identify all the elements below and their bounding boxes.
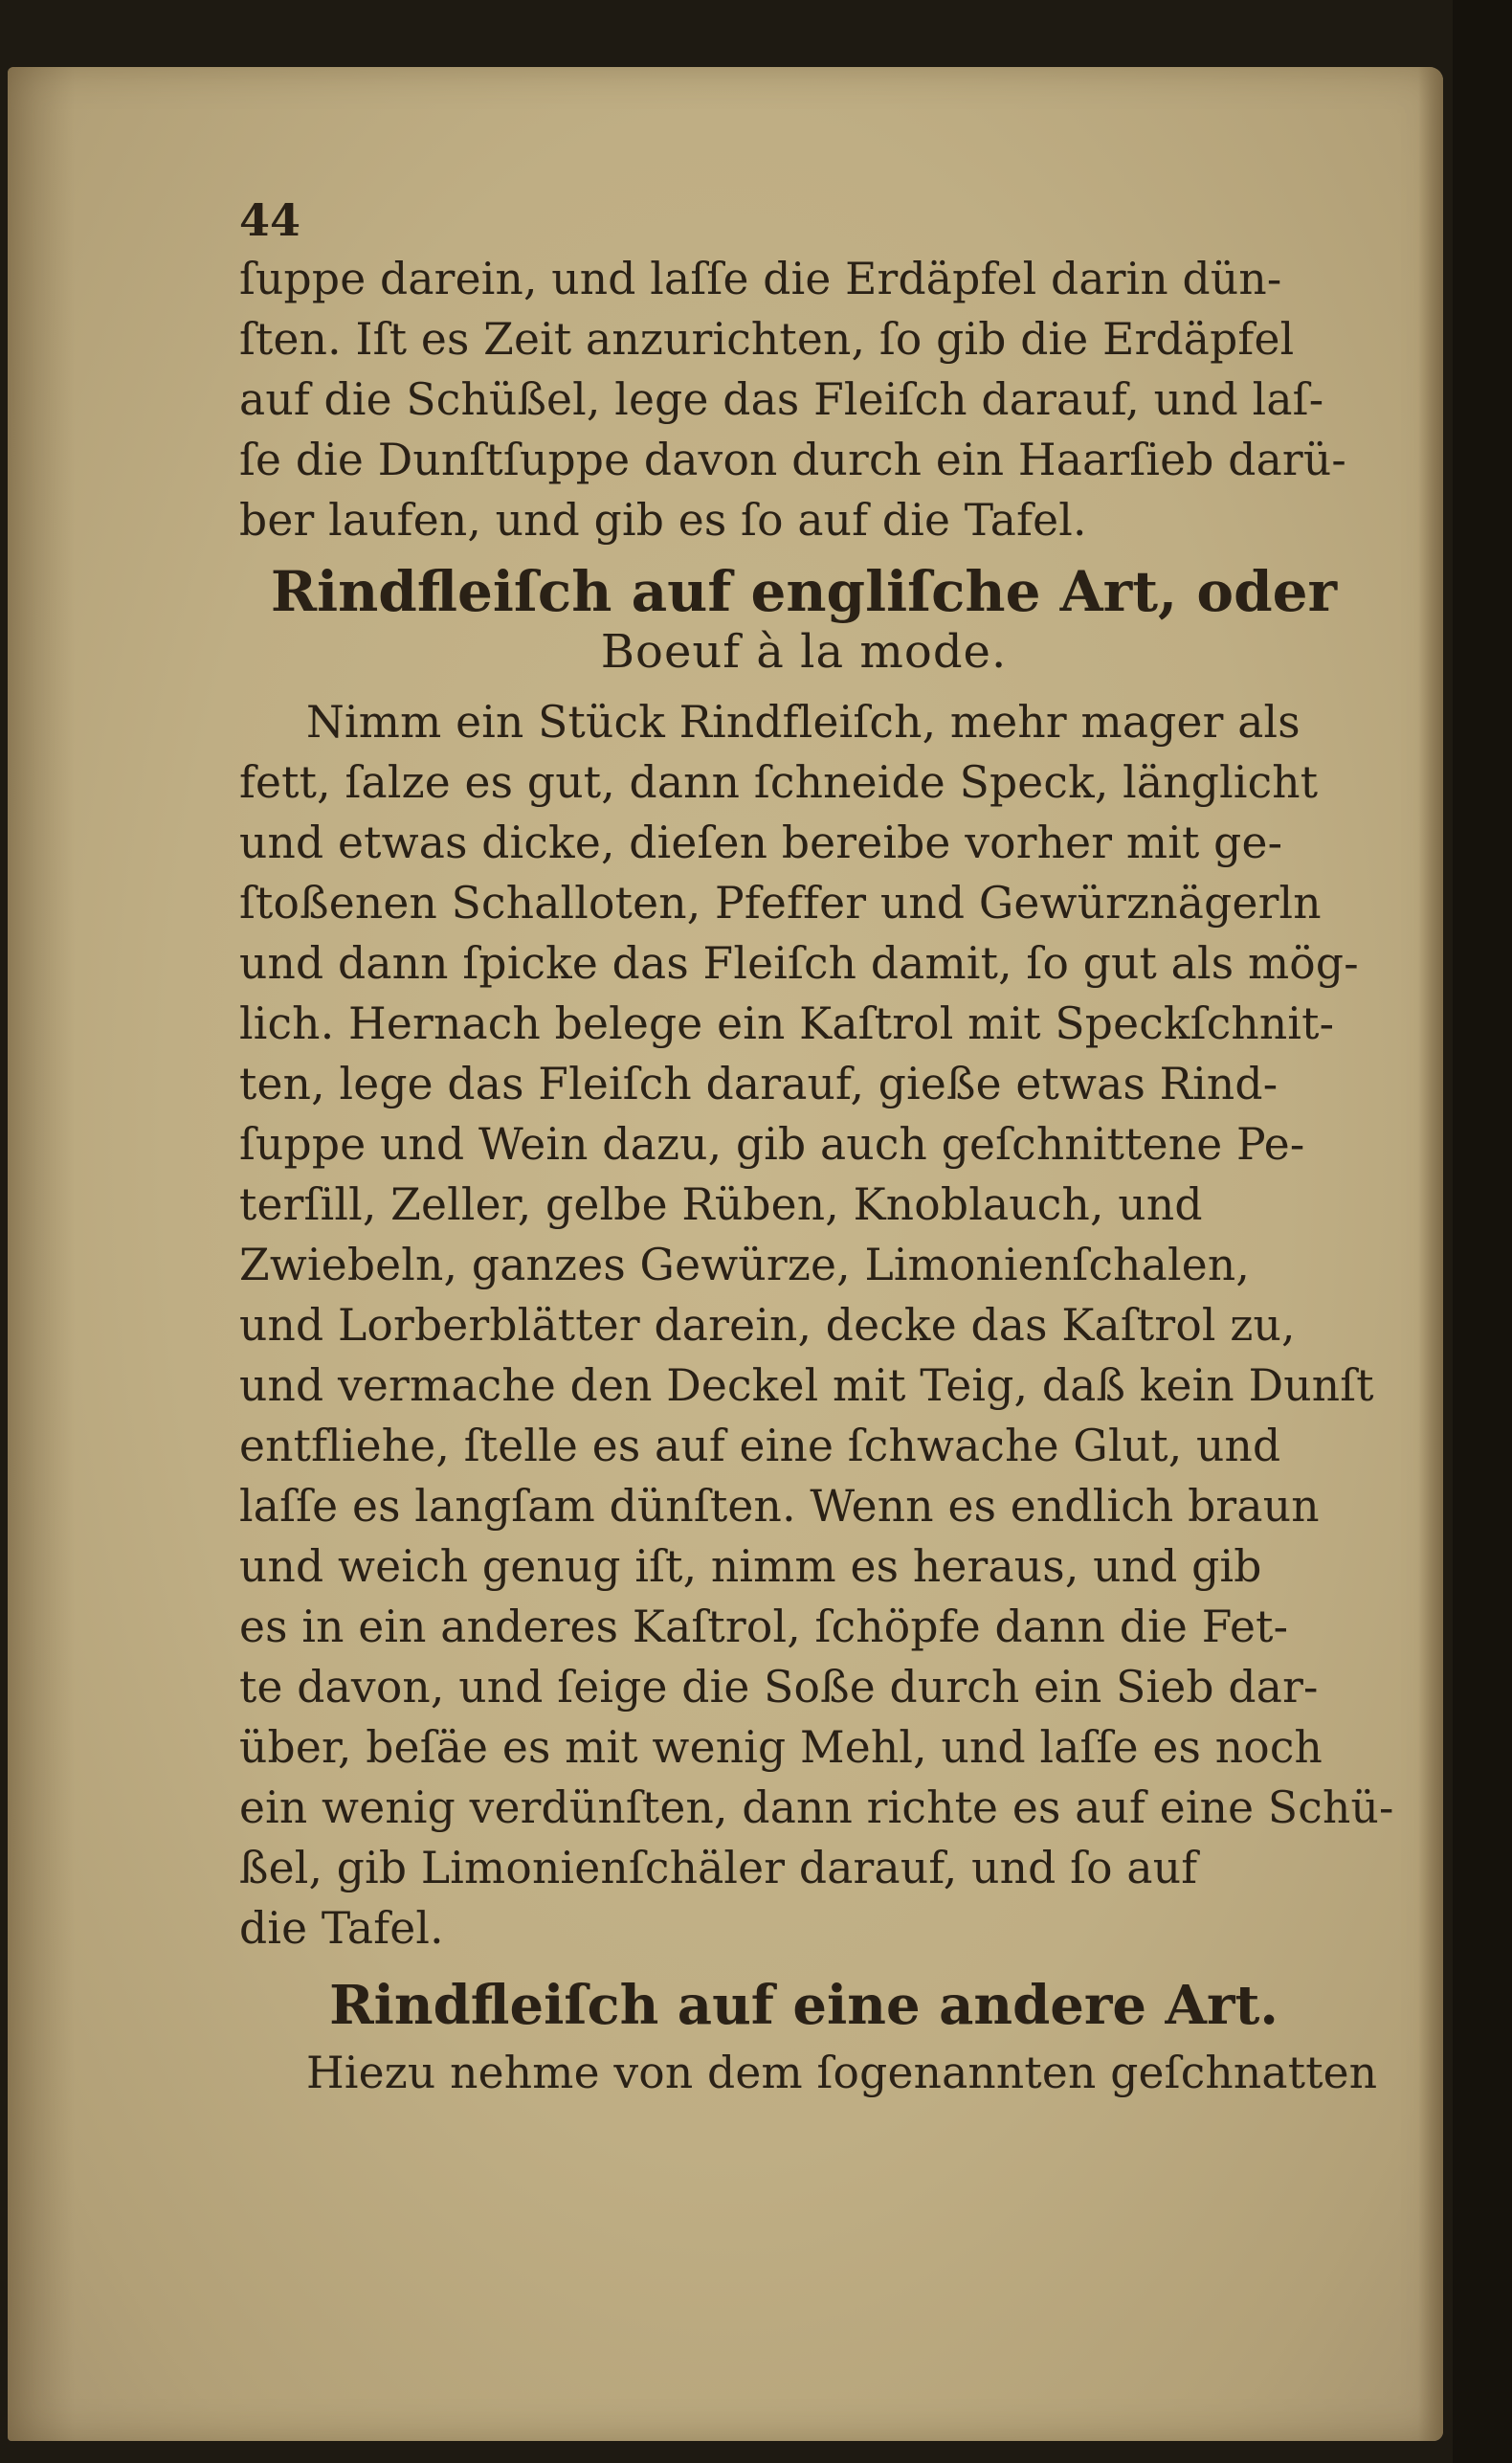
text-line: und Lorberblätter darein, decke das Kaſtrol zu, — [239, 1300, 1296, 1351]
text-line: Hiezu nehme von dem ſogenannten geſchnatten — [306, 2048, 1378, 2098]
text-line: über, beſäe es mit wenig Mehl, und laſſe es noch — [239, 1722, 1323, 1773]
recipe-body-2 — [239, 2043, 1378, 2103]
recipe-subtitle: Boeuf à la mode. — [600, 625, 1008, 679]
text-line: Zwiebeln, ganzes Gewürze, Limonienſchalen, — [239, 1240, 1251, 1290]
text-line: ſuppe und Wein dazu, gib auch geſchnittene Pe- — [239, 1119, 1305, 1170]
text-line: ſe die Dunſtſuppe davon durch ein Haarſieb darü- — [239, 435, 1346, 485]
page-gutter-shadow — [8, 67, 75, 2441]
text-line: es in ein anderes Kaſtrol, ſchöpfe dann die Fet- — [239, 1601, 1289, 1652]
text-line: ſten. Iſt es Zeit anzurichten, ſo gib die Erdäpfel — [239, 314, 1295, 365]
text-line: entfliehe, ſtelle es auf eine ſchwache Glut, und — [239, 1421, 1281, 1471]
recipe-body — [239, 692, 1394, 1959]
page-number: 44 — [239, 194, 301, 246]
page-edge-shadow — [1418, 67, 1443, 2441]
text-line: te davon, und ſeige die Soße durch ein Sieb dar- — [239, 1662, 1319, 1713]
text-line: auf die Schüßel, lege das Fleiſch darauf, und laſ- — [239, 374, 1324, 425]
text-line: ber laufen, und gib es ſo auf die Tafel. — [239, 495, 1087, 546]
text-line: lich. Hernach belege ein Kaſtrol mit Speckſchnit- — [239, 998, 1335, 1049]
text-line: ein wenig verdünſten, dann richte es auf eine Schü- — [239, 1782, 1394, 1833]
text-line: und etwas dicke, dieſen bereibe vorher mit ge- — [239, 817, 1283, 868]
text-line: laſſe es langſam dünſten. Wenn es endlich braun — [239, 1481, 1320, 1532]
text-line: ſtoßenen Schalloten, Pfeffer und Gewürznägerln — [239, 878, 1322, 929]
recipe-title-2: Rindfleiſch auf eine andere Art. — [329, 1974, 1279, 2037]
book-binding-edge — [1453, 0, 1512, 2463]
text-line: Nimm ein Stück Rindfleiſch, mehr mager als — [306, 697, 1301, 748]
text-line: und vermache den Deckel mit Teig, daß kein Dunſt — [239, 1360, 1374, 1411]
text-line: und weich genug iſt, nimm es heraus, und gib — [239, 1541, 1262, 1592]
page-text — [239, 191, 1394, 2103]
text-line: die Tafel. — [239, 1903, 444, 1954]
recipe-title: Rindfleiſch auf engliſche Art, oder — [270, 559, 1338, 624]
text-line: und dann ſpicke das Fleiſch damit, ſo gut als mög- — [239, 938, 1359, 989]
text-line: terſill, Zeller, gelbe Rüben, Knoblauch, und — [239, 1179, 1203, 1230]
recipe-continuation — [239, 249, 1368, 550]
text-line: ten, lege das Fleiſch darauf, gieße etwas Rind- — [239, 1059, 1279, 1109]
text-line: ßel, gib Limonienſchäler darauf, und ſo auf — [239, 1843, 1198, 1893]
text-line: fett, ſalze es gut, dann ſchneide Speck, länglicht — [239, 757, 1319, 808]
text-line: ſuppe darein, und laſſe die Erdäpfel darin dün- — [239, 254, 1282, 304]
